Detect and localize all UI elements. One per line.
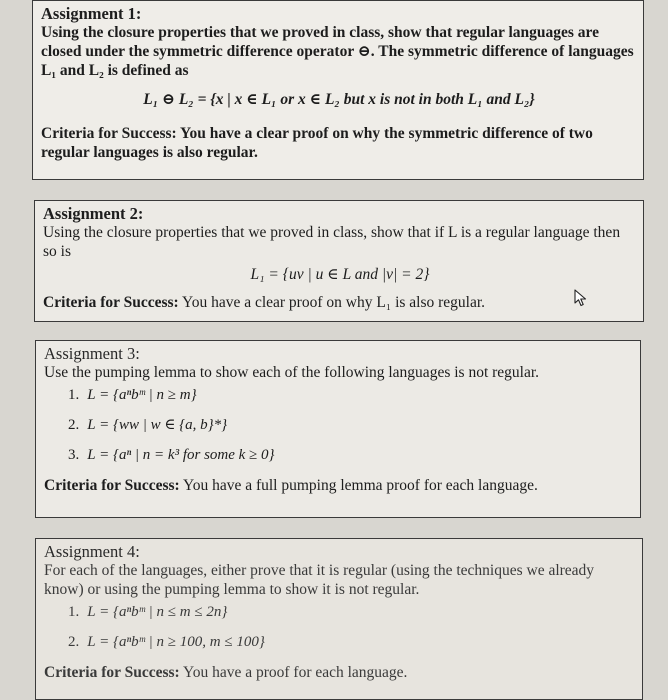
list-item <box>68 603 636 622</box>
list-item-text: L = {aⁿbᵐ | n ≤ m ≤ 2n} <box>87 604 228 620</box>
assignment-3-criteria <box>44 476 634 495</box>
assignment-4-box <box>35 538 643 700</box>
list-item <box>68 633 636 652</box>
list-item-number: 2. <box>68 417 80 433</box>
list-item-number: 1. <box>68 387 80 403</box>
assignment-2-body: Using the closure properties that we proved in class, show that if L is a regular language then so is <box>43 224 621 260</box>
assignment-1-criteria-text: You have a clear proof on why the symmetric difference of two regular languages is also regular. <box>41 125 593 161</box>
assignment-2-criteria <box>43 293 637 312</box>
assignment-4-criteria-text: You have a proof for each language. <box>183 664 408 681</box>
assignment-1-criteria-label: Criteria for Success: <box>41 125 177 142</box>
assignment-3-criteria-label: Criteria for Success: <box>44 477 180 494</box>
list-item <box>68 446 634 465</box>
assignment-1-formula: L₁ ⊖ L₂ = {x | x ∈ L₁ or x ∈ L₂ but x is not in both L₁ and L₂} <box>143 91 535 108</box>
assignment-3-box <box>35 340 641 518</box>
assignment-3-list <box>68 386 634 465</box>
list-item-text: L = {aⁿ | n = k³ for some k ≥ 0} <box>87 447 275 463</box>
assignment-1-criteria <box>41 124 637 162</box>
list-item <box>68 386 634 405</box>
list-item-text: L = {aⁿbᵐ | n ≥ 100, m ≤ 100} <box>87 634 265 650</box>
list-item-number: 3. <box>68 447 80 463</box>
assignment-1-title: Assignment 1: <box>41 4 142 23</box>
assignment-2-formula: L₁ = {uv | u ∈ L and |v| = 2} <box>250 266 430 283</box>
assignment-4-title: Assignment 4: <box>44 542 140 561</box>
assignment-4-criteria <box>44 663 636 682</box>
assignment-1-body: Using the closure properties that we proved in class, show that regular languages are closed under the symmetric difference operator ⊖. The symmetric difference of languages L₁ and L₂ is defined as <box>41 24 634 79</box>
assignment-3-body: Use the pumping lemma to show each of the following languages is not regular. <box>44 364 540 381</box>
assignment-4-criteria-label: Criteria for Success: <box>44 664 180 681</box>
assignment-2-box <box>34 200 644 322</box>
list-item-number: 2. <box>68 634 80 650</box>
assignment-1-box <box>32 0 644 180</box>
list-item <box>68 416 634 435</box>
assignment-3-criteria-text: You have a full pumping lemma proof for each language. <box>183 477 538 494</box>
mouse-pointer-icon <box>573 289 589 307</box>
assignment-2-criteria-text: You have a clear proof on why L₁ is also regular. <box>182 294 486 311</box>
list-item-text: L = {ww | w ∈ {a, b}*} <box>87 417 228 433</box>
assignment-2-criteria-label: Criteria for Success: <box>43 294 179 311</box>
assignment-4-body: For each of the languages, either prove that it is regular (using the techniques we already know) or using the pumping lemma to show it is not regular. <box>44 562 595 598</box>
assignment-3-title: Assignment 3: <box>44 344 140 363</box>
list-item-text: L = {aⁿbᵐ | n ≥ m} <box>87 387 197 403</box>
list-item-number: 1. <box>68 604 80 620</box>
assignment-4-list <box>68 603 636 652</box>
assignment-2-title: Assignment 2: <box>43 204 144 223</box>
